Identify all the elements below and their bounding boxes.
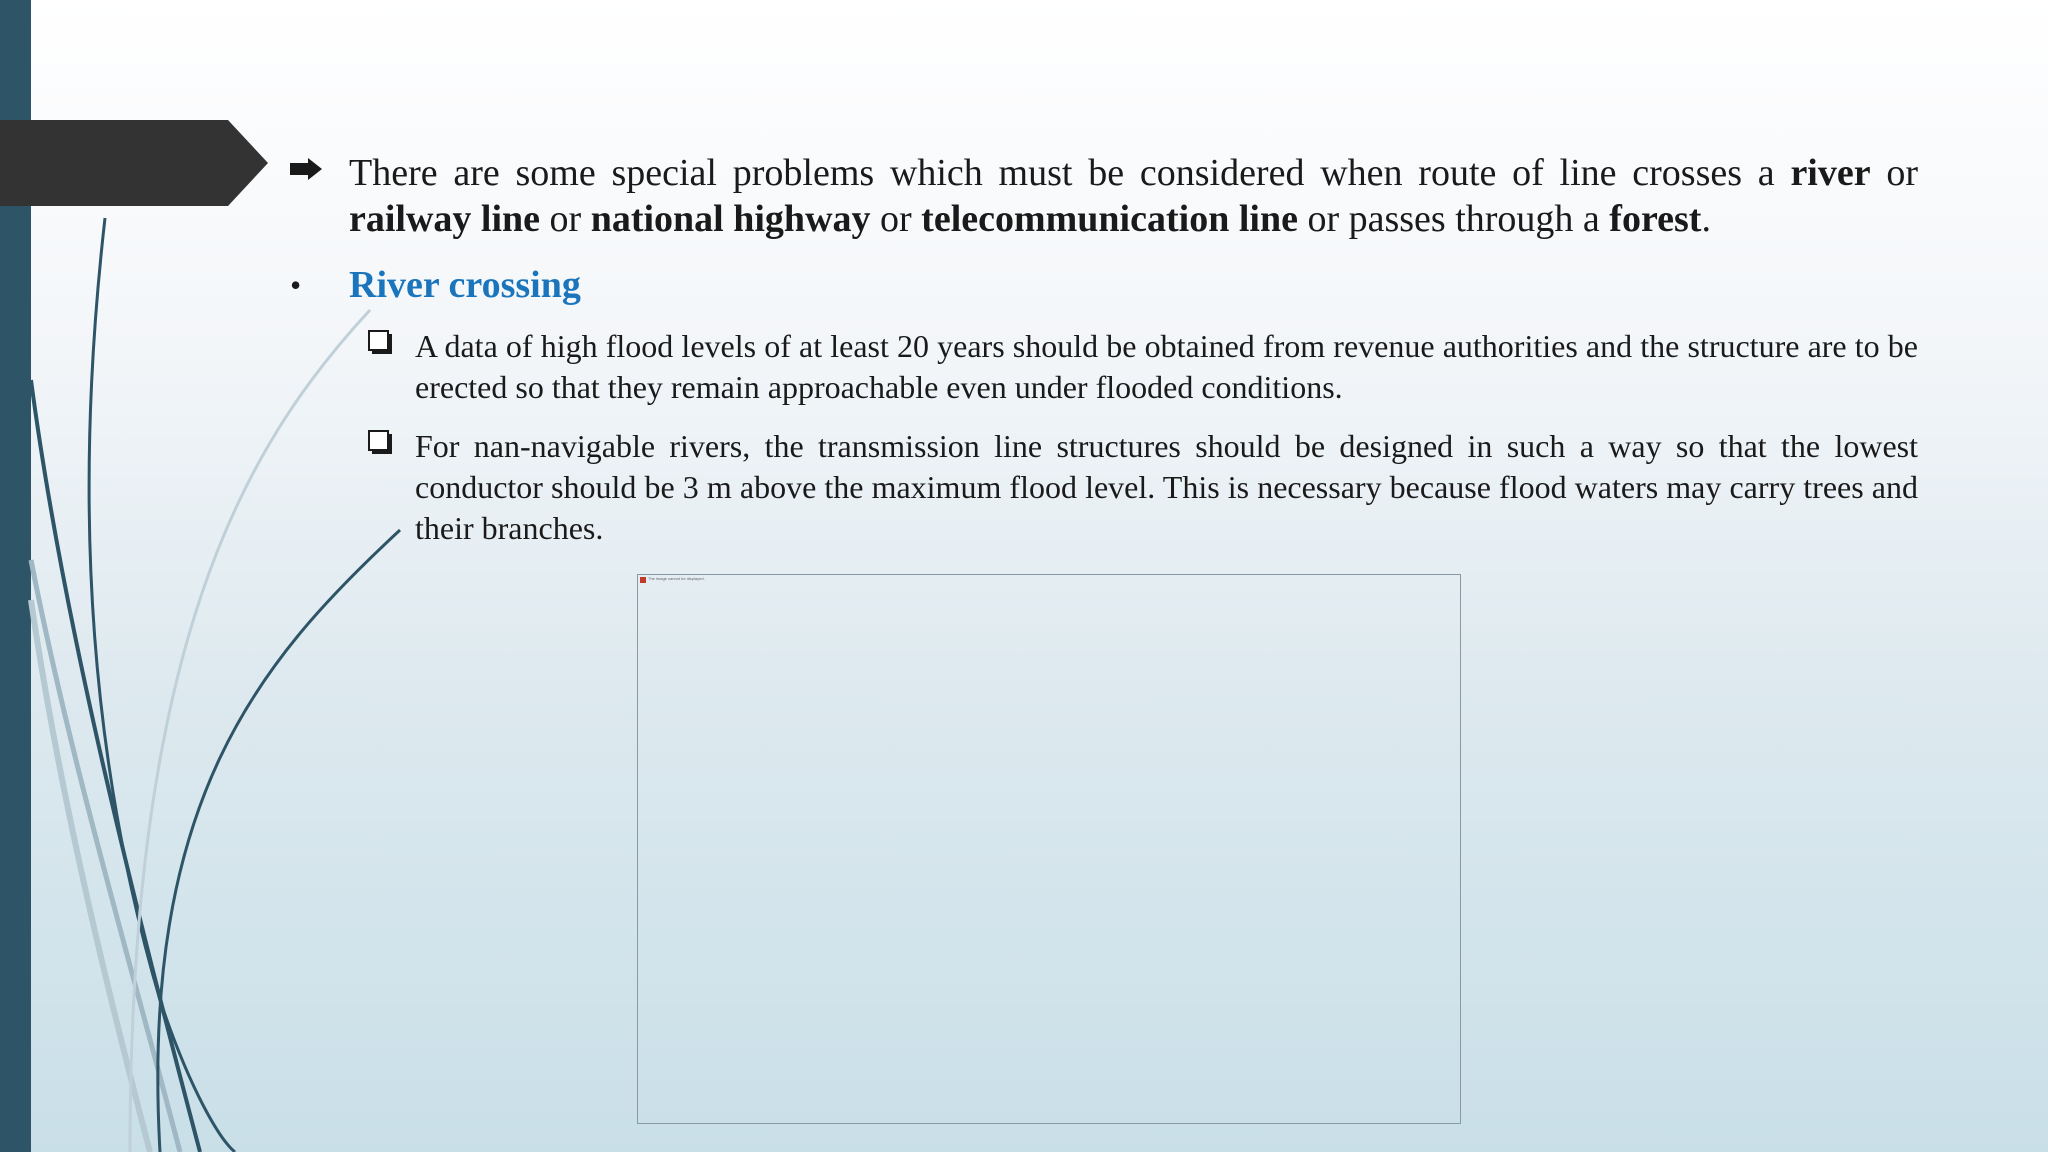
round-bullet: •	[290, 267, 302, 303]
intro-text-2: or	[1870, 152, 1919, 194]
image-placeholder	[637, 574, 1461, 1124]
broken-image-icon	[640, 577, 646, 583]
intro-bold-highway: national highway	[590, 198, 871, 240]
image-placeholder-caption: The image cannot be displayed.	[648, 576, 705, 581]
slide-content	[290, 150, 1918, 549]
intro-bold-river: river	[1790, 152, 1871, 194]
intro-text-1: There are some special problems which must be considered when route of line crosses a	[349, 152, 1791, 194]
arrow-bullet-icon	[290, 158, 322, 180]
list-item-text: A data of high flood levels of at least 20 years should be obtained from revenue authorities and the structure are to be erected so that they remain approachable even under flooded conditions.	[415, 328, 1918, 405]
section-heading: River crossing	[349, 264, 581, 306]
intro-bold-forest: forest	[1609, 198, 1702, 240]
intro-text-3: or	[540, 198, 591, 240]
list-item	[415, 426, 1918, 549]
intro-text-4: or	[870, 198, 922, 240]
list-item	[415, 326, 1918, 408]
intro-bold-telecom: telecommunication line	[921, 198, 1298, 240]
intro-paragraph	[290, 150, 1918, 242]
checkbox-bullet-icon	[368, 330, 394, 356]
title-tab-shape	[0, 120, 270, 206]
list-item-text: For nan-navigable rivers, the transmission line structures should be designed in such a way so that the lowest conductor should be 3 m above the maximum flood level. This is necessary because flood waters may carry trees and their branches.	[415, 428, 1918, 546]
intro-text-6: .	[1701, 198, 1711, 240]
section-heading-row	[290, 262, 1918, 308]
intro-bold-railway: railway line	[349, 198, 541, 240]
checkbox-bullet-icon	[368, 430, 394, 456]
intro-text-5: or passes through a	[1297, 198, 1610, 240]
